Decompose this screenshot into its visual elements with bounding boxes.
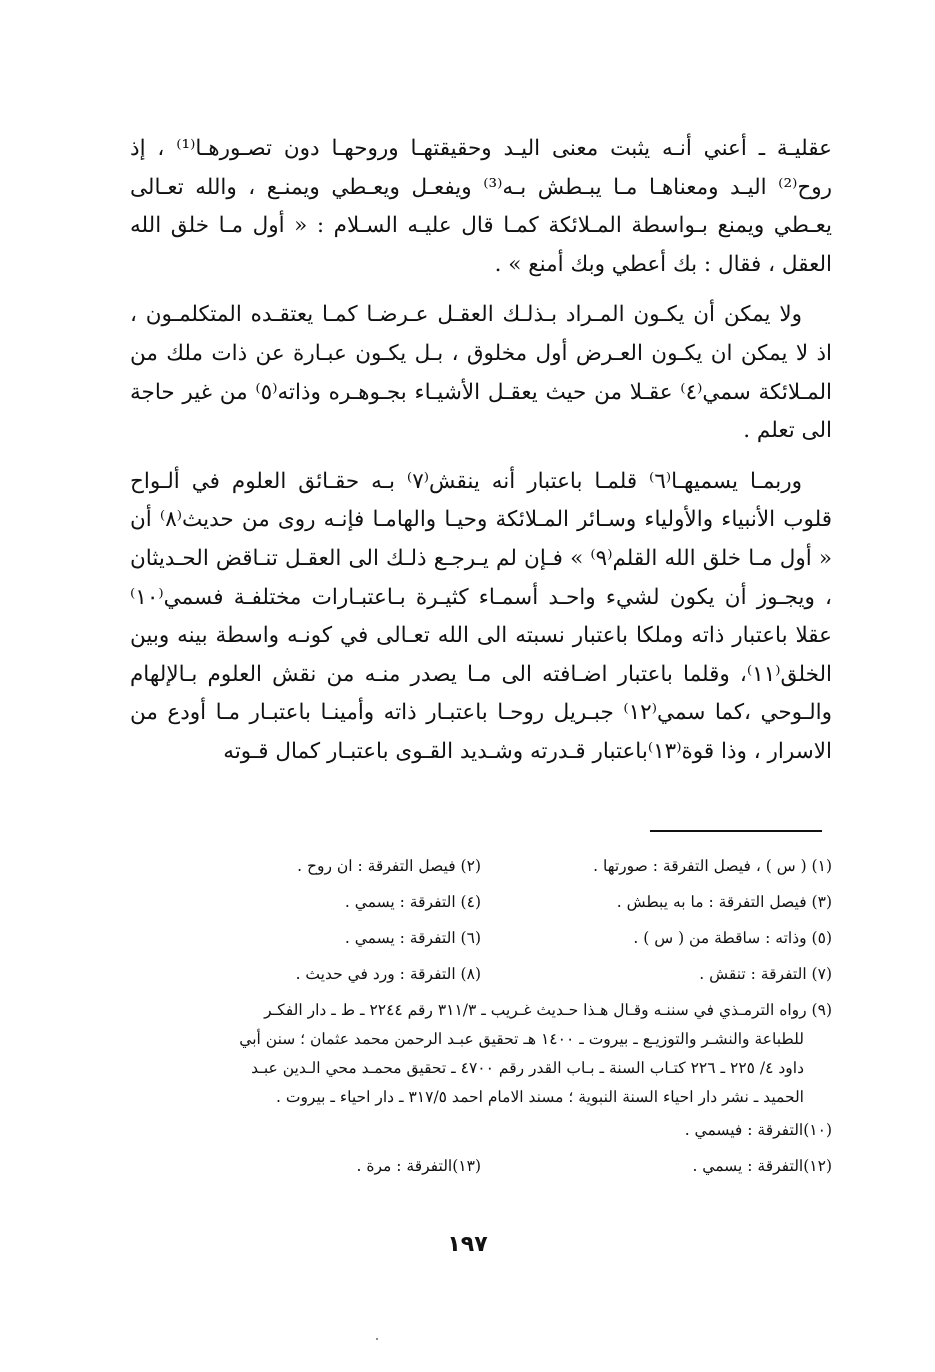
- footnote-separator: [650, 830, 822, 832]
- footnote-3: (٣) فيصل التفرقة : ما به يبطش .: [616, 893, 832, 911]
- footnote-1: (١) ( س ) ، فيصل التفرقة : صورتها .: [593, 857, 832, 875]
- footnote-12: (١٢)التفرقة : يسمي .: [692, 1157, 832, 1175]
- footnote-4: (٤) التفرقة : يسمي .: [344, 893, 481, 911]
- footnote-row: [130, 848, 832, 884]
- footnote-row: [130, 956, 832, 992]
- footnote-13: (١٣)التفرقة : مرة .: [356, 1157, 481, 1175]
- footnote-10: (١٠)التفرقة : فيسمي .: [684, 1121, 832, 1139]
- footnote-9-line: (٩) رواه الترمـذي في سننـه وقـال هـذا حـديث غـريب ـ ٣١١/٣ رقم ٢٢٤٤ ـ ط ـ دار الفكـر: [264, 1001, 832, 1019]
- scan-speck: [376, 1338, 378, 1340]
- footnote-2: (٢) فيصل التفرقة : ان روح .: [297, 857, 481, 875]
- footnote-9: [130, 996, 832, 1112]
- paragraph-3: وربمـا يسميهـا⁽٦⁾ قلمـا باعتبار أنه ينقش⁽٧⁾ بـه حقـائق العلوم في ألـواح قلوب الأنبياء والأولياء وسـائر المـلائكة وحيـا والهامـا فإنـه روى من حديث⁽٨⁾ أن « أول مـا خلق الله القلم⁽٩⁾ » فـإن لم يـرجـع ذلـك الى العقـل تنـاقض الحـديثان ، ويجـوز أن يكون لشيء واحـد أسمـاء كثيـرة بـاعتبـارات مختلفـة فسمي⁽١٠⁾عقلا باعتبار ذاته وملكا باعتبار نسبته الى الله تعـالى في كونـه واسطة بينه وبين الخلق⁽١١⁾، وقلما باعتبار اضـافته الى مـا يصدر منـه من نقش العلوم بـالإلهام والـوحي ،كما سمي⁽١٢⁾ جبـريل روحـا باعتبـار ذاته وأمينـا باعتبـار مـا أودع من الاسرار ، وذا قوة⁽١٣⁾باعتبار قـدرته وشـديد القـوى باعتبـار كمال قـوته: [130, 468, 832, 764]
- footnote-row: [130, 1112, 832, 1148]
- footnote-9-line: للطباعة والنشـر والتوزيـع ـ بيروت ـ ١٤٠٠ هـ تحقيق عبـد الرحمن محمد عثمان ؛ سنن أبي: [239, 1030, 804, 1048]
- footnote-8: (٨) التفرقة : ورد في حديث .: [295, 965, 481, 983]
- footnotes: [130, 848, 832, 1184]
- footnote-9-line: داود ٤/ ٢٢٥ ـ ٢٢٦ كتـاب السنة ـ بـاب القدر رقم ٤٧٠٠ ـ تحقيق محمـد محي الـدين عبـد: [251, 1059, 804, 1077]
- main-text: [130, 130, 832, 784]
- page-number: ١٩٧: [447, 1232, 488, 1257]
- paragraph-1: عقليـة ـ أعني أنـه يثبت معنى اليـد وحقيقتهـا وروحهـا دون تصـورهـا⁽¹⁾ ، إذ روح⁽²⁾ اليـد ومعناهـا مـا يبـطش بـه⁽³⁾ ويفعـل ويعـطي ويمنـع ، والله تعـالى يعـطي ويمنع بـواسطة المـلائكة كمـا قال عليـه السـلام : « أول مـا خلق الله العقل ، فقال : بك أعطي وبك أمنع » .: [130, 136, 833, 277]
- footnote-7: (٧) التفرقة : تنقش .: [699, 965, 832, 983]
- footnote-row: [130, 920, 832, 956]
- paragraph-2: ولا يمكن أن يكـون المـراد بـذلـك العقـل عـرضـا كمـا يعتقـده المتكلمـون ، اذ لا يمكن ان يكـون العـرض أول مخلوق ، بـل يكـون عبـارة عن ذات ملك من المـلائكة سمي⁽٤⁾ عقـلا من حيث يعقـل الأشيـاء بجـوهـره وذاته⁽٥⁾ من غير حاجة الى تعلم .: [130, 302, 832, 444]
- footnote-5: (٥) وذاته : ساقطة من ( س ) .: [633, 929, 832, 947]
- footnote-row: [130, 884, 832, 920]
- footnote-9-line: الحميد ـ نشر دار احياء السنة النبوية ؛ مسند الامام احمد ٣١٧/٥ ـ دار احياء ـ بيروت .: [276, 1088, 804, 1106]
- footnote-row: [130, 1148, 832, 1184]
- footnote-6: (٦) التفرقة : يسمي .: [344, 929, 481, 947]
